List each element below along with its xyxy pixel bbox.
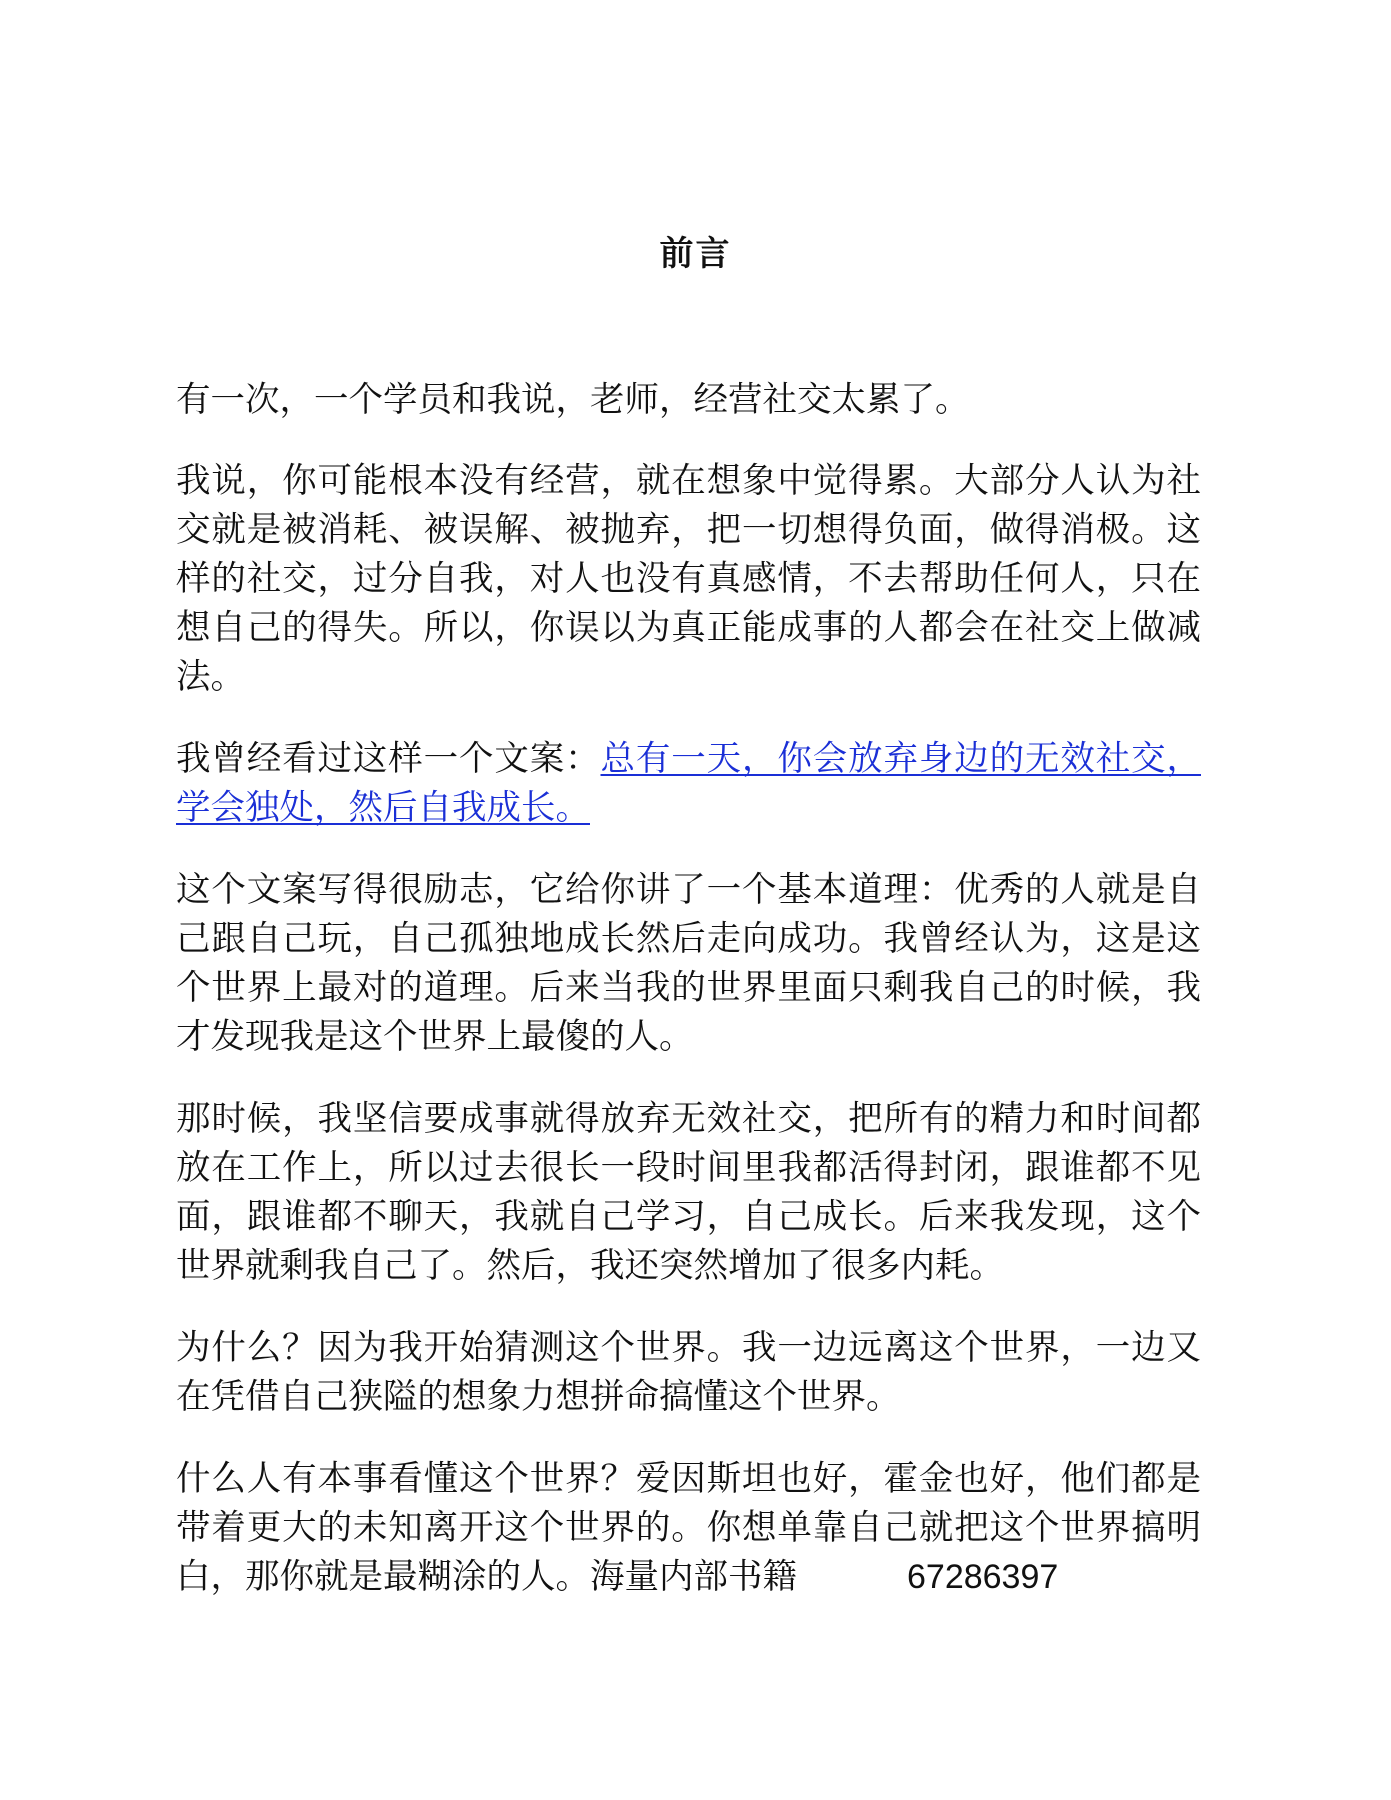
page-title: 前言 — [659, 234, 732, 274]
paragraph-7 — [176, 1455, 1201, 1602]
quote-link[interactable]: 总有一天，你会放弃身边的无效社交，学会独处，然后自我成长。 — [176, 739, 1201, 828]
paragraph-text: 为什么？因为我开始猜测这个世界。我一边远离这个世界，一边又在凭借自己狭隘的想象力想拼命搞懂这个世界。 — [176, 1328, 1201, 1417]
paragraph-text: 有一次，一个学员和我说，老师，经营社交太累了。 — [176, 380, 970, 420]
contact-number: 67286397 — [907, 1558, 1059, 1596]
paragraph-text: 我曾经看过这样一个文案： — [176, 739, 601, 779]
paragraph-text: 什么人有本事看懂这个世界？爱因斯坦也好，霍金也好，他们都是带着更大的未知离开这个世界的。你想单靠自己就把这个世界搞明白，那你就是最糊涂的人。海量内部书籍 — [176, 1459, 1201, 1597]
paragraph-5 — [176, 1095, 1201, 1291]
paragraph-text: 那时候，我坚信要成事就得放弃无效社交，把所有的精力和时间都放在工作上，所以过去很长一段时间里我都活得封闭，跟谁都不见面，跟谁都不聊天，我就自己学习，自己成长。后来我发现，这个世界就剩我自己了。然后，我还突然增加了很多内耗。 — [176, 1099, 1201, 1286]
paragraph-1 — [176, 376, 1201, 425]
paragraph-2 — [176, 457, 1201, 702]
paragraph-3 — [176, 735, 1201, 833]
paragraph-6 — [176, 1324, 1201, 1422]
paragraph-text: 这个文案写得很励志，它给你讲了一个基本道理：优秀的人就是自己跟自己玩，自己孤独地成长然后走向成功。我曾经认为，这是这个世界上最对的道理。后来当我的世界里面只剩我自己的时候，我才发现我是这个世界上最傻的人。 — [176, 870, 1201, 1057]
paragraph-4 — [176, 866, 1201, 1062]
document-body — [176, 376, 1201, 1635]
paragraph-text: 我说，你可能根本没有经营，就在想象中觉得累。大部分人认为社交就是被消耗、被误解、被抛弃，把一切想得负面，做得消极。这样的社交，过分自我，对人也没有真感情，不去帮助任何人，只在想自己的得失。所以，你误以为真正能成事的人都会在社交上做减法。 — [176, 461, 1201, 697]
